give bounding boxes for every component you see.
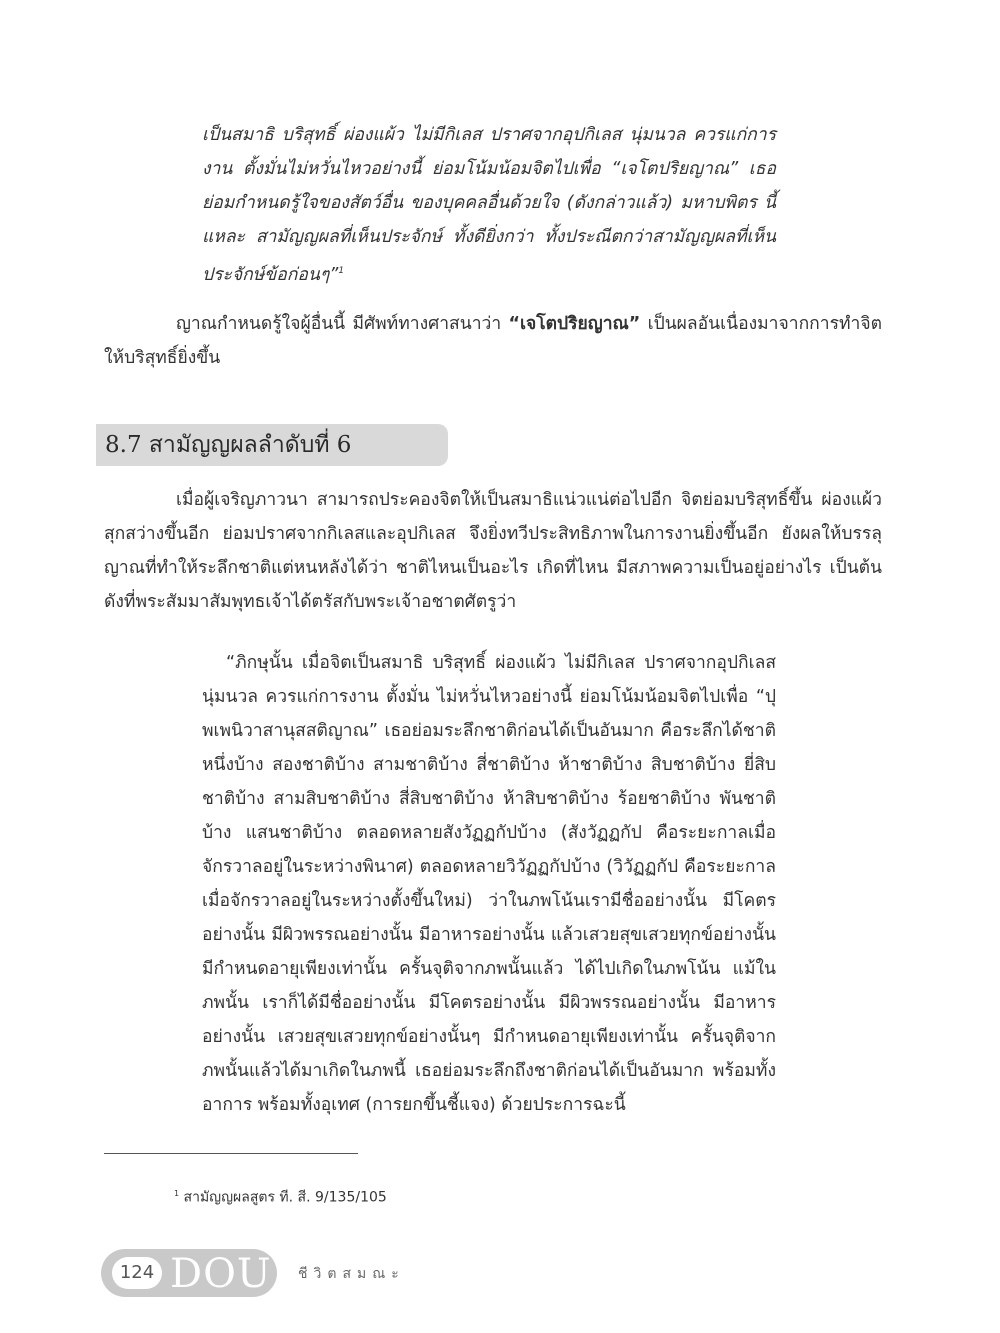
paragraph-1-before: ญาณกำหนดรู้ใจผู้อื่นนี้ มีศัพท์ทางศาสนาว่า <box>176 314 509 334</box>
paragraph-1 <box>104 307 882 375</box>
top-quote-text: เป็นสมาธิ บริสุทธิ์ ผ่องแผ้ว ไม่มีกิเลส ปราศจากอุปกิเลส นุ่มนวล ควรแก่การงาน ตั้งมั่นไม่หวั่นไหวอย่างนี้ ย่อมโน้มน้อมจิตไปเพื่อ “เจโตปริยญาณ” เธอย่อมกำหนดรู้ใจของสัตว์อื่น ของบุคคลอื่นด้วยใจ (ดังกล่าวแล้ว) มหาบพิตร นี้แหละ สามัญญผลที่เห็นประจักษ์ ทั้งดียิ่งกว่า ทั้งประณีตกว่าสามัญญผลที่เห็นประจักษ์ข้อก่อนๆ” <box>202 125 776 285</box>
page-number: 124 <box>112 1257 162 1289</box>
paragraph-2: เมื่อผู้เจริญภาวนา สามารถประคองจิตให้เป็นสมาธิแน่วแน่ต่อไปอีก จิตย่อมบริสุทธิ์ขึ้น ผ่องแผ้วสุกสว่างขึ้นอีก ย่อมปราศจากกิเลสและอุปกิเลส จึงยิ่งทวีประสิทธิภาพในการงานยิ่งขึ้นอีก ยังผลให้บรรลุญาณที่ทำให้ระลึกชาติแต่หนหลังได้ว่า ชาติไหนเป็นอะไร เกิดที่ไหน มีสภาพความเป็นอยู่อย่างไร เป็นต้น ดังที่พระสัมมาสัมพุทธเจ้าได้ตรัสกับพระเจ้าอชาตศัตรูว่า <box>104 490 882 612</box>
top-quote <box>202 118 776 292</box>
footnote-divider <box>104 1153 358 1154</box>
footnote-text: สามัญญผลสูตร ที. สี. 9/135/105 <box>183 1189 387 1206</box>
book-title: ชีวิตสมณะ <box>298 1266 405 1282</box>
paragraph-1-term: “เจโตปริยญาณ” <box>508 314 641 334</box>
section-heading: 8.7 สามัญญผลลำดับที่ 6 <box>105 432 352 458</box>
paragraph-1-after: เป็นผลอันเนื่องมาจากการทำจิตให้บริสุทธิ์ยิ่งขึ้น <box>104 314 882 368</box>
footnote <box>174 1184 387 1208</box>
footnote-ref: 1 <box>338 266 345 276</box>
block-quote-2: “ภิกษุนั้น เมื่อจิตเป็นสมาธิ บริสุทธิ์ ผ่องแผ้ว ไม่มีกิเลส ปราศจากอุปกิเลส นุ่มนวล ควรแก่การงาน ตั้งมั่น ไม่หวั่นไหวอย่างนี้ ย่อมโน้มน้อมจิตไปเพื่อ “ปุพเพนิวาสานุสสติญาณ” เธอย่อมระลึกชาติก่อนได้เป็นอันมาก คือระลึกได้ชาติหนึ่งบ้าง สองชาติบ้าง สามชาติบ้าง สี่ชาติบ้าง ห้าชาติบ้าง สิบชาติบ้าง ยี่สิบชาติบ้าง สามสิบชาติบ้าง สี่สิบชาติบ้าง ห้าสิบชาติบ้าง ร้อยชาติบ้าง พันชาติบ้าง แสนชาติบ้าง ตลอดหลายสังวัฏฏกัปบ้าง (สังวัฏฏกัป คือระยะกาลเมื่อจักรวาลอยู่ในระหว่างพินาศ) ตลอดหลายวิวัฏฏกัปบ้าง (วิวัฏฏกัป คือระยะกาลเมื่อจักรวาลอยู่ในระหว่างตั้งขึ้นใหม่) ว่าในภพโน้นเรามีชื่ออย่างนั้น มีโคตรอย่างนั้น มีผิวพรรณอย่างนั้น มีอาหารอย่างนั้น แล้วเสวยสุขเสวยทุกข์อย่างนั้น มีกำหนดอายุเพียงเท่านั้น ครั้นจุติจากภพนั้นแล้ว ได้ไปเกิดในภพโน้น แม้ในภพนั้น เราก็ได้มีชื่ออย่างนั้น มีโคตรอย่างนั้น มีผิวพรรณอย่างนั้น มีอาหารอย่างนั้น เสวยสุขเสวยทุกข์อย่างนั้นๆ มีกำหนดอายุเพียงเท่านั้น ครั้นจุติจากภพนั้นแล้วได้มาเกิดในภพนี้ เธอย่อมระลึกถึงชาติก่อนได้เป็นอันมาก พร้อมทั้งอาการ พร้อมทั้งอุเทศ (การยกขึ้นชี้แจง) ด้วยประการฉะนี้ <box>202 653 776 1115</box>
brand-logo: DOU <box>170 1251 272 1297</box>
footnote-marker: 1 <box>174 1189 180 1198</box>
